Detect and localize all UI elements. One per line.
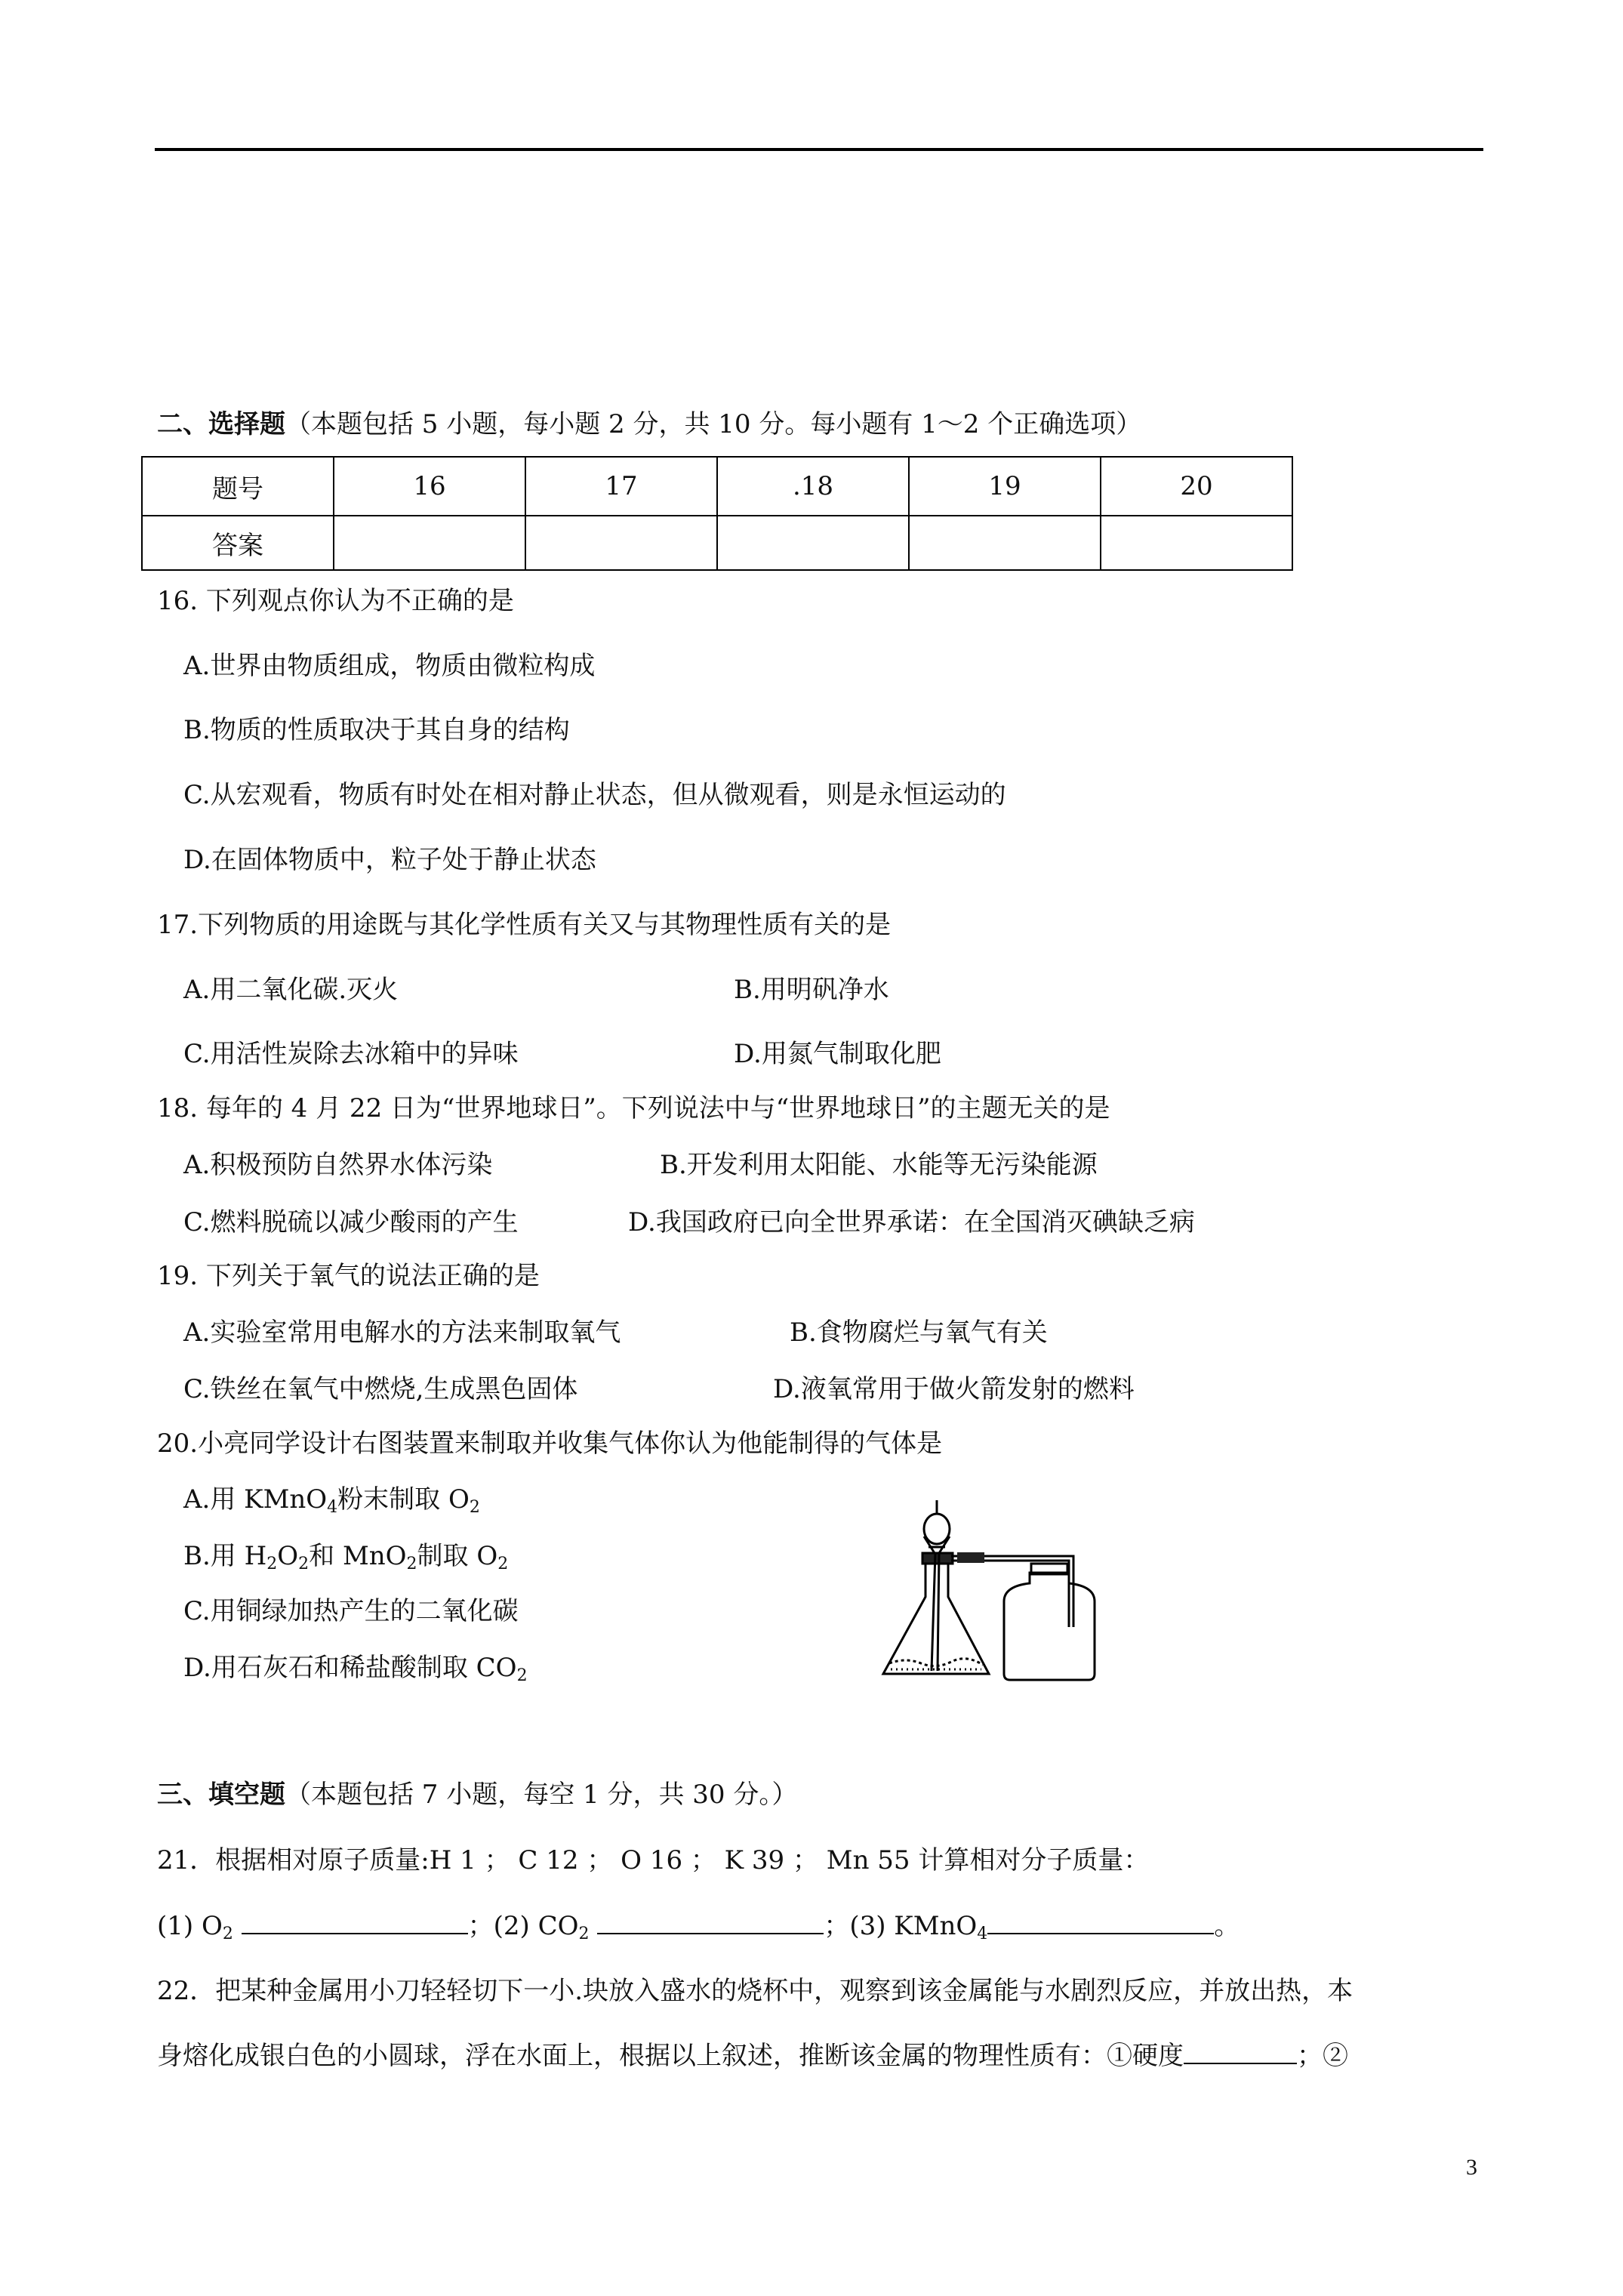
gas-apparatus-figure xyxy=(876,1499,1102,1695)
table-cell-number: .18 xyxy=(717,457,909,516)
funnel-neck-right xyxy=(939,1536,950,1553)
section2-title: 二、选择题 xyxy=(157,409,285,439)
table-cell-number: 17 xyxy=(525,457,717,516)
page-number: 3 xyxy=(1466,2155,1477,2180)
q21-blank-3[interactable] xyxy=(987,1910,1214,1934)
q21-answers: (1) $O_2$ ；(2) $CO_2$ ；(3) KMnO$_4$ 。 xyxy=(157,1911,1240,1943)
q18-option-c: C.燃料脱硫以减少酸雨的产生 xyxy=(183,1207,519,1237)
q18-option-d: D.我国政府已向全世界承诺：在全国消灭碘缺乏病 xyxy=(628,1207,1195,1237)
answer-table-header-row xyxy=(142,457,1292,516)
table-cell-number: 20 xyxy=(1101,457,1292,516)
section3-note: （本题包括 7 小题，每空 1 分，共 30 分。） xyxy=(285,1780,798,1810)
q16-option-b: B.物质的性质取决于其自身的结构 xyxy=(183,715,570,745)
tube-connector xyxy=(957,1552,984,1563)
table-cell-number: 19 xyxy=(909,457,1101,516)
q19-option-d: D.液氧常用于做火箭发射的燃料 xyxy=(773,1374,1135,1404)
q16-option-c: C.从宏观看，物质有时处在相对静止状态，但从微观看，则是永恒运动的 xyxy=(183,780,1006,810)
funnel-neck-left xyxy=(924,1536,935,1553)
q17-option-c: C.用活性炭除去冰箱中的异味 xyxy=(183,1039,519,1069)
q17-option-b: B.用明矾净水 xyxy=(734,975,889,1005)
conical-flask xyxy=(883,1564,989,1674)
q22-line-2: 身熔化成银白色的小圆球，浮在水面上，根据以上叙述，推断该金属的物理性质有：①硬度 ；② xyxy=(157,2041,1348,2071)
section3-heading xyxy=(157,1778,797,1811)
answer-table-answer-row xyxy=(142,516,1292,570)
delivery-tube xyxy=(951,1556,1073,1627)
q19-option-c: C.铁丝在氧气中燃烧,生成黑色固体 xyxy=(183,1374,578,1404)
answer-cell[interactable] xyxy=(1101,516,1292,570)
q21-stem: 21．根据相对原子质量:H 1 ； C 12 ； O 16 ； K 39 ； Mn 55 计算相对分子质量： xyxy=(157,1845,1150,1875)
section2-note: （本题包括 5 小题，每小题 2 分，共 10 分。每小题有 1～2 个正确选项） xyxy=(285,409,1142,439)
q17-option-d: D.用氮气制取化肥 xyxy=(734,1039,941,1069)
q16-stem: 16. 下列观点你认为不正确的是 xyxy=(157,586,514,616)
header-rule xyxy=(155,148,1483,151)
answer-cell[interactable] xyxy=(334,516,525,570)
answer-cell[interactable] xyxy=(525,516,717,570)
q22-blank-1[interactable] xyxy=(1184,2040,1297,2064)
q20-stem: 20.小亮同学设计右图装置来制取并收集气体你认为他能制得的气体是 xyxy=(157,1428,943,1459)
q20-option-c: C.用铜绿加热产生的二氧化碳 xyxy=(183,1596,519,1626)
section3-title: 三、填空题 xyxy=(157,1780,285,1810)
q19-option-a: A.实验室常用电解水的方法来制取氧气 xyxy=(183,1318,621,1348)
q19-stem: 19. 下列关于氧气的说法正确的是 xyxy=(157,1261,540,1291)
gas-collecting-bottle xyxy=(1004,1573,1095,1680)
q18-stem: 18. 每年的 4 月 22 日为“世界地球日”。下列说法中与“世界地球日”的主题无关的是 xyxy=(157,1093,1110,1123)
q17-stem: 17.下列物质的用途既与其化学性质有关又与其物理性质有关的是 xyxy=(157,910,892,940)
q20-option-a: A.用 KMnO$_4$粉末制取 $O_2$ xyxy=(183,1484,480,1517)
flask-liquid xyxy=(889,1659,983,1666)
q18-option-b: B.开发利用太阳能、水能等无污染能源 xyxy=(660,1150,1098,1180)
section2-heading xyxy=(157,408,1141,441)
q18-option-a: A.积极预防自然界水体污染 xyxy=(183,1150,493,1180)
funnel-stem xyxy=(932,1553,935,1671)
q22-line-1: 22．把某种金属用小刀轻轻切下一小.块放入盛水的烧杯中，观察到该金属能与水剧烈反应，并放出热，本 xyxy=(157,1976,1354,2006)
q16-option-d: D.在固体物质中，粒子处于静止状态 xyxy=(183,845,596,875)
answer-table xyxy=(141,456,1293,571)
q19-option-b: B.食物腐烂与氧气有关 xyxy=(790,1318,1048,1348)
table-label-number: 题号 xyxy=(142,457,334,516)
q20-option-b: B.用 $H_2O_2$和 MnO$_2$制取 $O_2$ xyxy=(183,1541,509,1573)
delivery-tube-inner xyxy=(951,1561,1069,1627)
answer-cell[interactable] xyxy=(909,516,1101,570)
q21-blank-2[interactable] xyxy=(597,1910,824,1934)
flask-stopper xyxy=(922,1553,953,1564)
answer-cell[interactable] xyxy=(717,516,909,570)
q17-option-a: A.用二氧化碳.灭火 xyxy=(183,975,399,1005)
q20-option-d: D.用石灰石和稀盐酸制取 $CO_2$ xyxy=(183,1653,528,1685)
funnel-stem-2 xyxy=(938,1553,939,1671)
table-cell-number: 16 xyxy=(334,457,525,516)
table-label-answer: 答案 xyxy=(142,516,334,570)
funnel-bulb xyxy=(924,1514,950,1544)
q16-option-a: A.世界由物质组成，物质由微粒构成 xyxy=(183,651,596,681)
q21-blank-1[interactable] xyxy=(242,1910,468,1934)
